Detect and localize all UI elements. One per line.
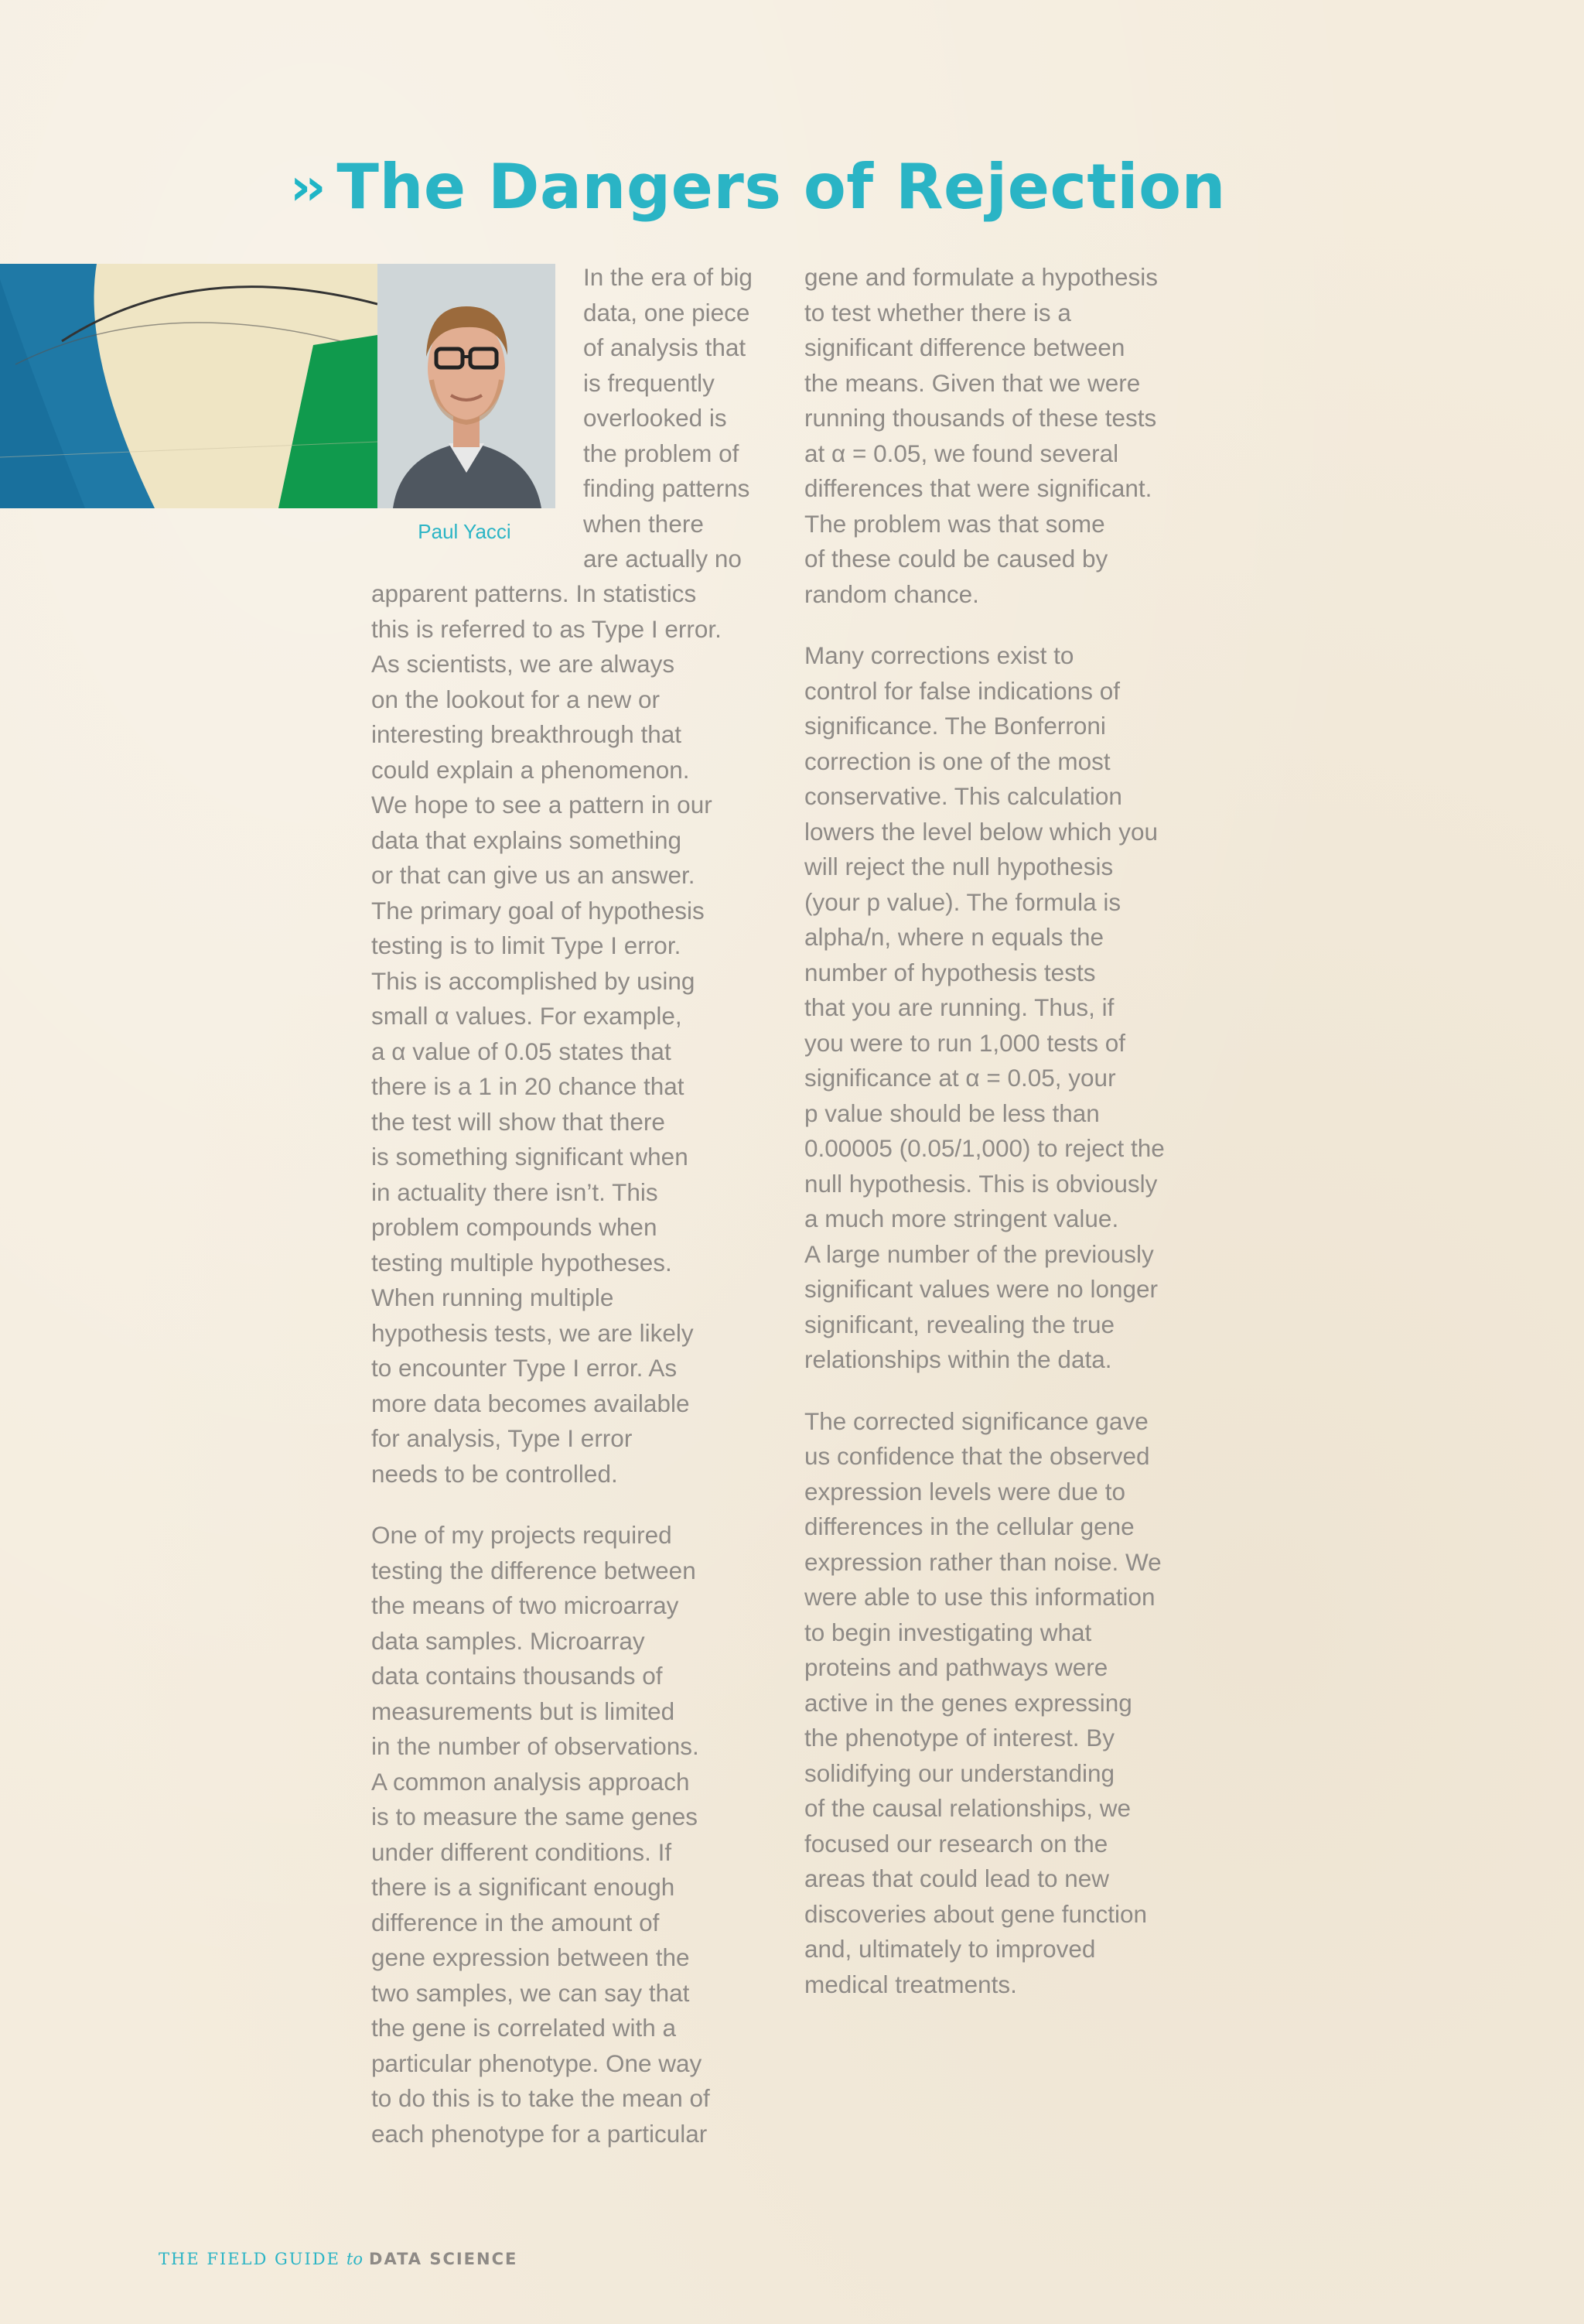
text-line: each phenotype for a particular xyxy=(371,2119,708,2148)
text-line: us confidence that the observed xyxy=(804,1442,1150,1470)
text-line: data that explains something xyxy=(371,825,682,854)
text-line: problem compounds when xyxy=(371,1213,657,1241)
page-title: The Dangers of Rejection xyxy=(336,151,1226,223)
text-line: small α values. For example, xyxy=(371,1002,682,1030)
text-line: a much more stringent value. xyxy=(804,1205,1119,1232)
text-line: expression rather than noise. We xyxy=(804,1547,1162,1576)
text-line: data, one piece xyxy=(583,298,750,326)
text-line: testing multiple hypotheses. xyxy=(371,1248,672,1276)
text-line: and, ultimately to improved xyxy=(804,1935,1096,1963)
text-line: null hypothesis. This is obviously xyxy=(804,1169,1158,1198)
text-line: testing the difference between xyxy=(371,1556,696,1584)
footer-title-to: to xyxy=(346,2250,364,2268)
text-line: the problem of xyxy=(583,439,739,467)
text-line: when there xyxy=(583,509,704,538)
text-line: of the causal relationships, we xyxy=(804,1794,1131,1822)
text-line: correction is one of the most xyxy=(804,747,1111,775)
text-line: of these could be caused by xyxy=(804,545,1108,572)
text-line: hypothesis tests, we are likely xyxy=(371,1318,694,1347)
text-line: As scientists, we are always xyxy=(371,650,675,678)
text-line: gene and formulate a hypothesis xyxy=(804,263,1159,291)
author-portrait-image xyxy=(377,264,555,508)
text-line: One of my projects required xyxy=(371,1521,672,1549)
text-line: could explain a phenomenon. xyxy=(371,755,690,784)
paragraph-gap xyxy=(371,1492,781,1518)
text-line: solidifying our understanding xyxy=(804,1758,1115,1787)
text-line: significant difference between xyxy=(804,333,1125,361)
text-line: running thousands of these tests xyxy=(804,404,1157,432)
text-line: the means of two microarray xyxy=(371,1591,679,1619)
text-line: two samples, we can say that xyxy=(371,1978,690,2007)
chevron-icon: ›› xyxy=(290,157,320,217)
text-line: medical treatments. xyxy=(804,1970,1017,1998)
text-line: control for false indications of xyxy=(804,676,1120,705)
text-line: to begin investigating what xyxy=(804,1618,1092,1646)
text-line: more data becomes available xyxy=(371,1389,690,1417)
text-line: this is referred to as Type I error. xyxy=(371,614,722,643)
text-line: A large number of the previously xyxy=(804,1239,1154,1268)
text-line: on the lookout for a new or xyxy=(371,685,660,713)
text-line: proteins and pathways were xyxy=(804,1653,1108,1681)
text-line: significance. The Bonferroni xyxy=(804,712,1106,740)
text-line: p value should be less than xyxy=(804,1099,1100,1127)
text-line: the test will show that there xyxy=(371,1107,665,1136)
text-line: The corrected significance gave xyxy=(804,1406,1149,1435)
text-line: in the number of observations. xyxy=(371,1732,699,1760)
text-line: testing is to limit Type I error. xyxy=(371,931,681,959)
text-line: particular phenotype. One way xyxy=(371,2049,702,2077)
paragraph-gap xyxy=(804,612,1222,638)
text-line: significant values were no longer xyxy=(804,1275,1159,1303)
text-line: discoveries about gene function xyxy=(804,1899,1148,1928)
text-line: This is accomplished by using xyxy=(371,966,695,995)
text-line: needs to be controlled. xyxy=(371,1459,618,1488)
text-line: under different conditions. If xyxy=(371,1837,672,1866)
text-line: areas that could lead to new xyxy=(804,1864,1110,1892)
text-line: significance at α = 0.05, your xyxy=(804,1064,1116,1092)
text-line: conservative. This calculation xyxy=(804,782,1122,810)
text-line: measurements but is limited xyxy=(371,1697,675,1725)
paragraph-gap xyxy=(804,1378,1222,1404)
text-line: the phenotype of interest. By xyxy=(804,1724,1115,1752)
text-line: significant, revealing the true xyxy=(804,1310,1115,1338)
text-line: focused our research on the xyxy=(804,1829,1108,1857)
text-line: at α = 0.05, we found several xyxy=(804,439,1119,467)
page-header xyxy=(290,149,1226,226)
abstract-art-image xyxy=(0,264,377,508)
text-line: or that can give us an answer. xyxy=(371,861,695,889)
text-line: differences in the cellular gene xyxy=(804,1512,1135,1540)
body-column-left xyxy=(583,260,784,577)
text-line: A common analysis approach xyxy=(371,1767,690,1796)
text-line: to test whether there is a xyxy=(804,298,1071,326)
text-line: difference in the amount of xyxy=(371,1908,660,1936)
text-line: the means. Given that we were xyxy=(804,368,1141,397)
body-column-left-continued xyxy=(371,576,781,2151)
text-line: to encounter Type I error. As xyxy=(371,1354,678,1382)
text-line: there is a significant enough xyxy=(371,1873,675,1901)
text-line: data samples. Microarray xyxy=(371,1626,645,1655)
text-line: alpha/n, where n equals the xyxy=(804,923,1104,951)
text-line: relationships within the data. xyxy=(804,1345,1112,1373)
text-line: expression levels were due to xyxy=(804,1477,1125,1505)
text-line: (your p value). The formula is xyxy=(804,887,1121,916)
text-line: In the era of big xyxy=(583,263,753,291)
footer-title-part1: THE FIELD GUIDE xyxy=(159,2250,340,2268)
text-line: interesting breakthrough that xyxy=(371,720,682,748)
text-line: of analysis that xyxy=(583,333,746,361)
body-column-right xyxy=(804,260,1222,2002)
text-line: the gene is correlated with a xyxy=(371,2014,676,2042)
text-line: active in the genes expressing xyxy=(804,1688,1132,1717)
text-line: 0.00005 (0.05/1,000) to reject the xyxy=(804,1134,1165,1162)
author-caption: Paul Yacci xyxy=(418,520,511,543)
text-line: for analysis, Type I error xyxy=(371,1424,633,1452)
text-line: there is a 1 in 20 chance that xyxy=(371,1072,684,1100)
text-line: you were to run 1,000 tests of xyxy=(804,1028,1125,1057)
text-line: number of hypothesis tests xyxy=(804,958,1096,986)
text-line: When running multiple xyxy=(371,1283,614,1311)
text-line: overlooked is xyxy=(583,404,727,432)
text-line: will reject the null hypothesis xyxy=(804,853,1114,880)
text-line: is frequently xyxy=(583,368,715,397)
decorative-artwork xyxy=(0,264,377,508)
text-line: Many corrections exist to xyxy=(804,641,1074,669)
author-photo xyxy=(377,264,555,508)
text-line: a α value of 0.05 states that xyxy=(371,1037,671,1065)
text-line: in actuality there isn’t. This xyxy=(371,1177,658,1206)
text-line: lowers the level below which you xyxy=(804,817,1158,846)
text-line: is to measure the same genes xyxy=(371,1803,698,1830)
footer-title-part2: DATA SCIENCE xyxy=(369,2250,518,2268)
text-line: data contains thousands of xyxy=(371,1662,663,1690)
text-line: gene expression between the xyxy=(371,1943,690,1971)
text-line: The problem was that some xyxy=(804,509,1105,538)
text-line: apparent patterns. In statistics xyxy=(371,579,697,607)
text-line: We hope to see a pattern in our xyxy=(371,791,712,819)
text-line: differences that were significant. xyxy=(804,474,1152,502)
text-line: finding patterns xyxy=(583,474,750,502)
page-footer xyxy=(159,2250,517,2268)
text-line: random chance. xyxy=(804,579,979,608)
text-line: is something significant when xyxy=(371,1143,688,1171)
text-line: to do this is to take the mean of xyxy=(371,2084,710,2112)
text-line: that you are running. Thus, if xyxy=(804,993,1115,1021)
text-line: The primary goal of hypothesis xyxy=(371,896,705,924)
text-line: are actually no xyxy=(583,545,742,572)
text-line: were able to use this information xyxy=(804,1583,1156,1611)
